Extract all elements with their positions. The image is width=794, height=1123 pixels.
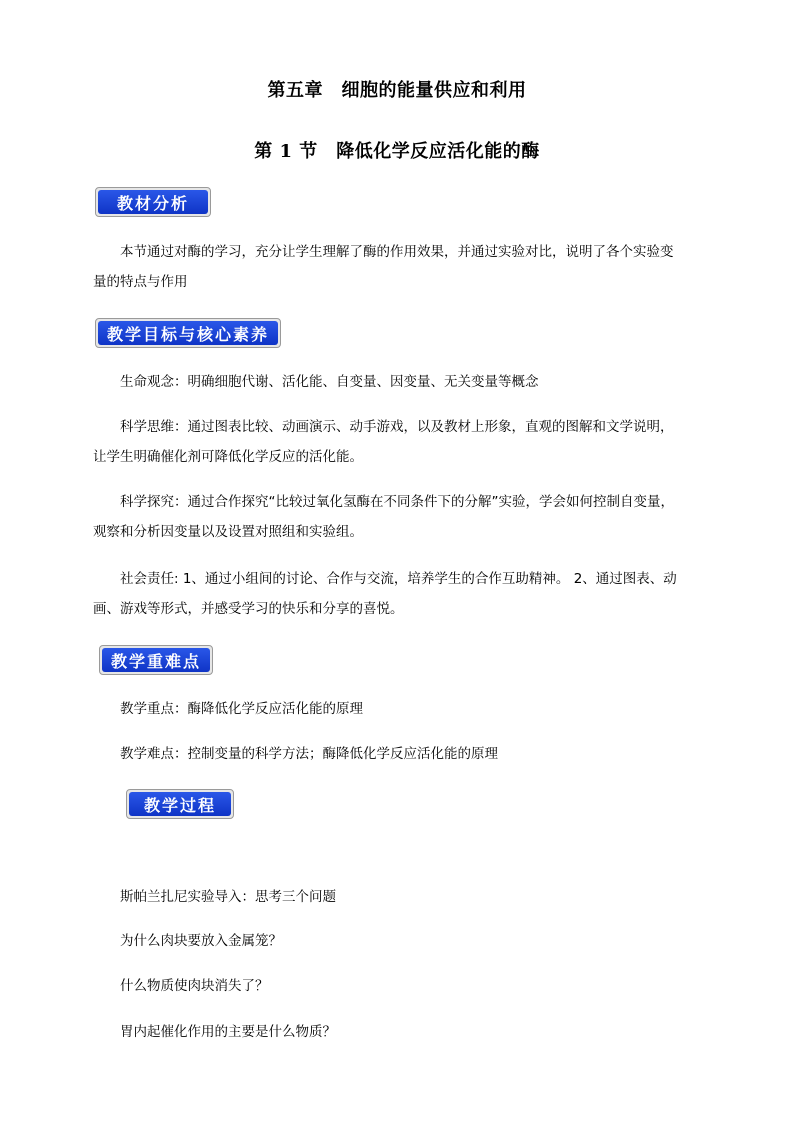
process-question-3: 胃内起催化作用的主要是什么物质？: [120, 1024, 336, 1040]
goals-scientific-thinking-line-1: 科学思维：通过图表比较、动画演示、动手游戏，以及教材上形象，直观的图解和文学说明，: [120, 419, 674, 435]
heading-key-points: 教学重难点: [102, 648, 210, 672]
process-question-1: 为什么肉块要放入金属笼？: [120, 933, 282, 949]
analysis-line-2: 量的特点与作用: [93, 274, 188, 290]
goals-scientific-thinking-line-2: 让学生明确催化剂可降低化学反应的活化能。: [93, 449, 363, 465]
goals-scientific-inquiry-line-2: 观察和分析因变量以及设置对照组和实验组。: [93, 524, 363, 540]
process-question-2: 什么物质使肉块消失了？: [120, 978, 269, 994]
heading-badge-process: [126, 789, 234, 819]
heading-process: 教学过程: [129, 792, 231, 816]
difficult-point: 教学难点：控制变量的科学方法；酶降低化学反应活化能的原理: [120, 746, 498, 762]
heading-badge-goals: [95, 318, 281, 348]
chapter-title: 第五章 细胞的能量供应和利用: [267, 80, 527, 101]
heading-badge-key-points: [99, 645, 213, 675]
goals-social-responsibility-line-2: 画、游戏等形式，并感受学习的快乐和分享的喜悦。: [93, 601, 404, 617]
process-intro: 斯帕兰扎尼实验导入：思考三个问题: [120, 889, 336, 905]
heading-analysis: 教材分析: [98, 190, 208, 214]
heading-badge-analysis: [95, 187, 211, 217]
heading-goals: 教学目标与核心素养: [98, 321, 278, 345]
section-title: 第 1 节 降低化学反应活化能的酶: [254, 141, 540, 162]
analysis-line-1: 本节通过对酶的学习，充分让学生理解了酶的作用效果，并通过实验对比，说明了各个实验变: [120, 244, 674, 260]
goals-life-concept: 生命观念：明确细胞代谢、活化能、自变量、因变量、无关变量等概念: [120, 374, 539, 390]
key-point: 教学重点：酶降低化学反应活化能的原理: [120, 701, 363, 717]
goals-social-responsibility-line-1: 社会责任: 1、通过小组间的讨论、合作与交流，培养学生的合作互助精神。 2、通过图表、动: [120, 571, 677, 587]
goals-scientific-inquiry-line-1: 科学探究：通过合作探究“比较过氧化氢酶在不同条件下的分解”实验，学会如何控制自变量，: [120, 494, 674, 510]
